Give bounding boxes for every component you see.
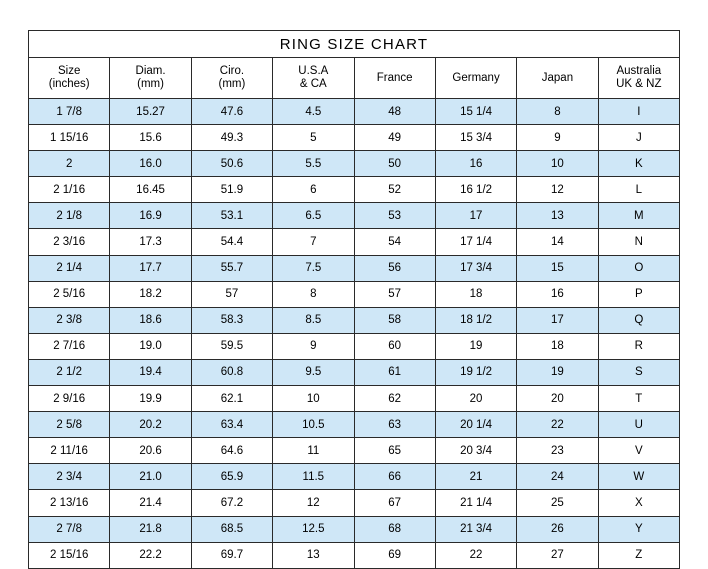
table-cell: 15 3/4 — [435, 125, 516, 151]
table-cell: W — [598, 464, 679, 490]
table-cell: 67.2 — [191, 490, 272, 516]
table-cell: I — [598, 99, 679, 125]
table-cell: 62.1 — [191, 386, 272, 412]
table-cell: V — [598, 438, 679, 464]
table-cell: 21.0 — [110, 464, 191, 490]
table-cell: K — [598, 151, 679, 177]
table-row — [29, 438, 680, 464]
column-header-circumference — [191, 58, 272, 99]
table-cell: 2 3/16 — [29, 229, 110, 255]
table-cell: 21.8 — [110, 516, 191, 542]
table-row — [29, 255, 680, 281]
table-cell: 14 — [517, 229, 598, 255]
table-cell: 2 5/8 — [29, 412, 110, 438]
header-line: Size — [58, 65, 81, 77]
table-cell: 16 — [435, 151, 516, 177]
table-cell: S — [598, 359, 679, 385]
title-row — [29, 31, 680, 58]
table-cell: 2 1/16 — [29, 177, 110, 203]
table-cell: 11.5 — [273, 464, 354, 490]
table-cell: 21 1/4 — [435, 490, 516, 516]
table-cell: 47.6 — [191, 99, 272, 125]
table-cell: 20.6 — [110, 438, 191, 464]
table-cell: 60.8 — [191, 359, 272, 385]
table-cell: 15 1/4 — [435, 99, 516, 125]
column-header-japan — [517, 58, 598, 99]
table-cell: 12.5 — [273, 516, 354, 542]
column-header-size — [29, 58, 110, 99]
table-cell: 13 — [517, 203, 598, 229]
table-cell: 63 — [354, 412, 435, 438]
table-cell: 51.9 — [191, 177, 272, 203]
table-cell: Y — [598, 516, 679, 542]
table-cell: 25 — [517, 490, 598, 516]
table-cell: 49.3 — [191, 125, 272, 151]
table-cell: 16.0 — [110, 151, 191, 177]
table-cell: 16 1/2 — [435, 177, 516, 203]
table-cell: P — [598, 281, 679, 307]
table-cell: 21 3/4 — [435, 516, 516, 542]
table-cell: 15.27 — [110, 99, 191, 125]
header-line: (mm) — [137, 78, 164, 90]
table-cell: 2 5/16 — [29, 281, 110, 307]
header-row — [29, 58, 680, 99]
table-cell: 17 1/4 — [435, 229, 516, 255]
table-cell: 20 3/4 — [435, 438, 516, 464]
table-cell: 2 3/4 — [29, 464, 110, 490]
table-cell: 10.5 — [273, 412, 354, 438]
table-cell: 16.45 — [110, 177, 191, 203]
table-cell: 63.4 — [191, 412, 272, 438]
table-row — [29, 333, 680, 359]
table-cell: 20.2 — [110, 412, 191, 438]
table-cell: 49 — [354, 125, 435, 151]
table-cell: 1 15/16 — [29, 125, 110, 151]
table-row — [29, 281, 680, 307]
table-cell: 57 — [191, 281, 272, 307]
table-row — [29, 386, 680, 412]
table-cell: 5 — [273, 125, 354, 151]
table-cell: 2 7/16 — [29, 333, 110, 359]
table-cell: 53 — [354, 203, 435, 229]
table-cell: 8 — [273, 281, 354, 307]
table-row — [29, 464, 680, 490]
table-cell: O — [598, 255, 679, 281]
table-cell: 9.5 — [273, 359, 354, 385]
table-cell: 6.5 — [273, 203, 354, 229]
table-cell: 19.9 — [110, 386, 191, 412]
table-cell: 15 — [517, 255, 598, 281]
table-row — [29, 412, 680, 438]
table-cell: 2 1/8 — [29, 203, 110, 229]
header-line: Japan — [541, 71, 574, 84]
table-cell: 54.4 — [191, 229, 272, 255]
table-cell: 19.0 — [110, 333, 191, 359]
table-cell: 17.7 — [110, 255, 191, 281]
table-cell: 64.6 — [191, 438, 272, 464]
table-cell: 66 — [354, 464, 435, 490]
table-cell: T — [598, 386, 679, 412]
column-header-diameter — [110, 58, 191, 99]
header-line: Diam. — [135, 65, 166, 77]
table-cell: 18.6 — [110, 307, 191, 333]
table-cell: 60 — [354, 333, 435, 359]
header-line: France — [376, 71, 413, 84]
header-line: Australia — [616, 65, 662, 77]
table-cell: 2 7/8 — [29, 516, 110, 542]
table-row — [29, 99, 680, 125]
column-header-france — [354, 58, 435, 99]
header-line: Ciro. — [219, 65, 245, 77]
table-cell: 20 — [517, 386, 598, 412]
table-cell: 61 — [354, 359, 435, 385]
table-cell: 17 — [517, 307, 598, 333]
table-cell: 68 — [354, 516, 435, 542]
table-cell: 10 — [517, 151, 598, 177]
table-cell: 18 1/2 — [435, 307, 516, 333]
table-cell: U — [598, 412, 679, 438]
table-cell: 22 — [517, 412, 598, 438]
table-cell: 19 — [517, 359, 598, 385]
ring-size-chart — [28, 30, 680, 569]
table-cell: 11 — [273, 438, 354, 464]
ring-size-table — [28, 30, 680, 569]
table-cell: 23 — [517, 438, 598, 464]
table-row — [29, 490, 680, 516]
table-cell: 10 — [273, 386, 354, 412]
table-row — [29, 125, 680, 151]
table-cell: 21.4 — [110, 490, 191, 516]
table-cell: 56 — [354, 255, 435, 281]
table-cell: 18 — [435, 281, 516, 307]
table-cell: 4.5 — [273, 99, 354, 125]
table-cell: 67 — [354, 490, 435, 516]
table-cell: 21 — [435, 464, 516, 490]
table-cell: 48 — [354, 99, 435, 125]
table-row — [29, 542, 680, 568]
table-cell: 53.1 — [191, 203, 272, 229]
table-cell: 15.6 — [110, 125, 191, 151]
header-line: (inches) — [48, 78, 90, 90]
table-cell: 16.9 — [110, 203, 191, 229]
column-header-usa-ca — [273, 58, 354, 99]
table-cell: 1 7/8 — [29, 99, 110, 125]
table-cell: 18 — [517, 333, 598, 359]
table-row — [29, 177, 680, 203]
table-cell: 69 — [354, 542, 435, 568]
table-row — [29, 151, 680, 177]
table-cell: 7 — [273, 229, 354, 255]
table-cell: 50.6 — [191, 151, 272, 177]
table-cell: 20 1/4 — [435, 412, 516, 438]
table-cell: J — [598, 125, 679, 151]
table-cell: 26 — [517, 516, 598, 542]
table-cell: 55.7 — [191, 255, 272, 281]
table-cell: 17.3 — [110, 229, 191, 255]
table-cell: 58 — [354, 307, 435, 333]
table-cell: 2 15/16 — [29, 542, 110, 568]
table-cell: 17 — [435, 203, 516, 229]
table-cell: N — [598, 229, 679, 255]
table-cell: 9 — [273, 333, 354, 359]
table-cell: 9 — [517, 125, 598, 151]
table-cell: 19 1/2 — [435, 359, 516, 385]
column-header-australia-uk-nz — [598, 58, 679, 99]
table-row — [29, 359, 680, 385]
table-cell: 62 — [354, 386, 435, 412]
table-cell: 52 — [354, 177, 435, 203]
table-cell: 6 — [273, 177, 354, 203]
table-cell: 2 1/2 — [29, 359, 110, 385]
table-cell: 2 11/16 — [29, 438, 110, 464]
table-cell: 2 1/4 — [29, 255, 110, 281]
table-cell: 19 — [435, 333, 516, 359]
table-cell: Z — [598, 542, 679, 568]
table-cell: 59.5 — [191, 333, 272, 359]
table-row — [29, 203, 680, 229]
table-cell: 68.5 — [191, 516, 272, 542]
table-cell: 69.7 — [191, 542, 272, 568]
header-line: Germany — [452, 71, 500, 84]
table-cell: 2 — [29, 151, 110, 177]
table-cell: 22.2 — [110, 542, 191, 568]
table-cell: 12 — [273, 490, 354, 516]
table-cell: 12 — [517, 177, 598, 203]
table-cell: 54 — [354, 229, 435, 255]
table-cell: 2 9/16 — [29, 386, 110, 412]
table-cell: 18.2 — [110, 281, 191, 307]
table-cell: 57 — [354, 281, 435, 307]
table-cell: 7.5 — [273, 255, 354, 281]
table-cell: 17 3/4 — [435, 255, 516, 281]
table-cell: 65.9 — [191, 464, 272, 490]
table-cell: 8 — [517, 99, 598, 125]
page-title: RING SIZE CHART — [29, 31, 680, 58]
table-cell: 24 — [517, 464, 598, 490]
table-cell: M — [598, 203, 679, 229]
header-line: U.S.A — [298, 65, 329, 77]
table-body — [29, 31, 680, 569]
table-cell: 16 — [517, 281, 598, 307]
table-cell: 22 — [435, 542, 516, 568]
table-cell: 50 — [354, 151, 435, 177]
table-cell: 2 13/16 — [29, 490, 110, 516]
column-header-germany — [435, 58, 516, 99]
table-row — [29, 516, 680, 542]
table-cell: R — [598, 333, 679, 359]
table-cell: X — [598, 490, 679, 516]
table-row — [29, 307, 680, 333]
table-cell: 5.5 — [273, 151, 354, 177]
table-cell: Q — [598, 307, 679, 333]
table-cell: 2 3/8 — [29, 307, 110, 333]
header-line: (mm) — [218, 78, 246, 90]
table-cell: 65 — [354, 438, 435, 464]
table-row — [29, 229, 680, 255]
header-line: UK & NZ — [616, 78, 662, 90]
table-cell: 13 — [273, 542, 354, 568]
table-cell: 20 — [435, 386, 516, 412]
header-line: & CA — [299, 78, 327, 90]
table-cell: 8.5 — [273, 307, 354, 333]
table-cell: L — [598, 177, 679, 203]
table-cell: 19.4 — [110, 359, 191, 385]
table-cell: 27 — [517, 542, 598, 568]
table-cell: 58.3 — [191, 307, 272, 333]
